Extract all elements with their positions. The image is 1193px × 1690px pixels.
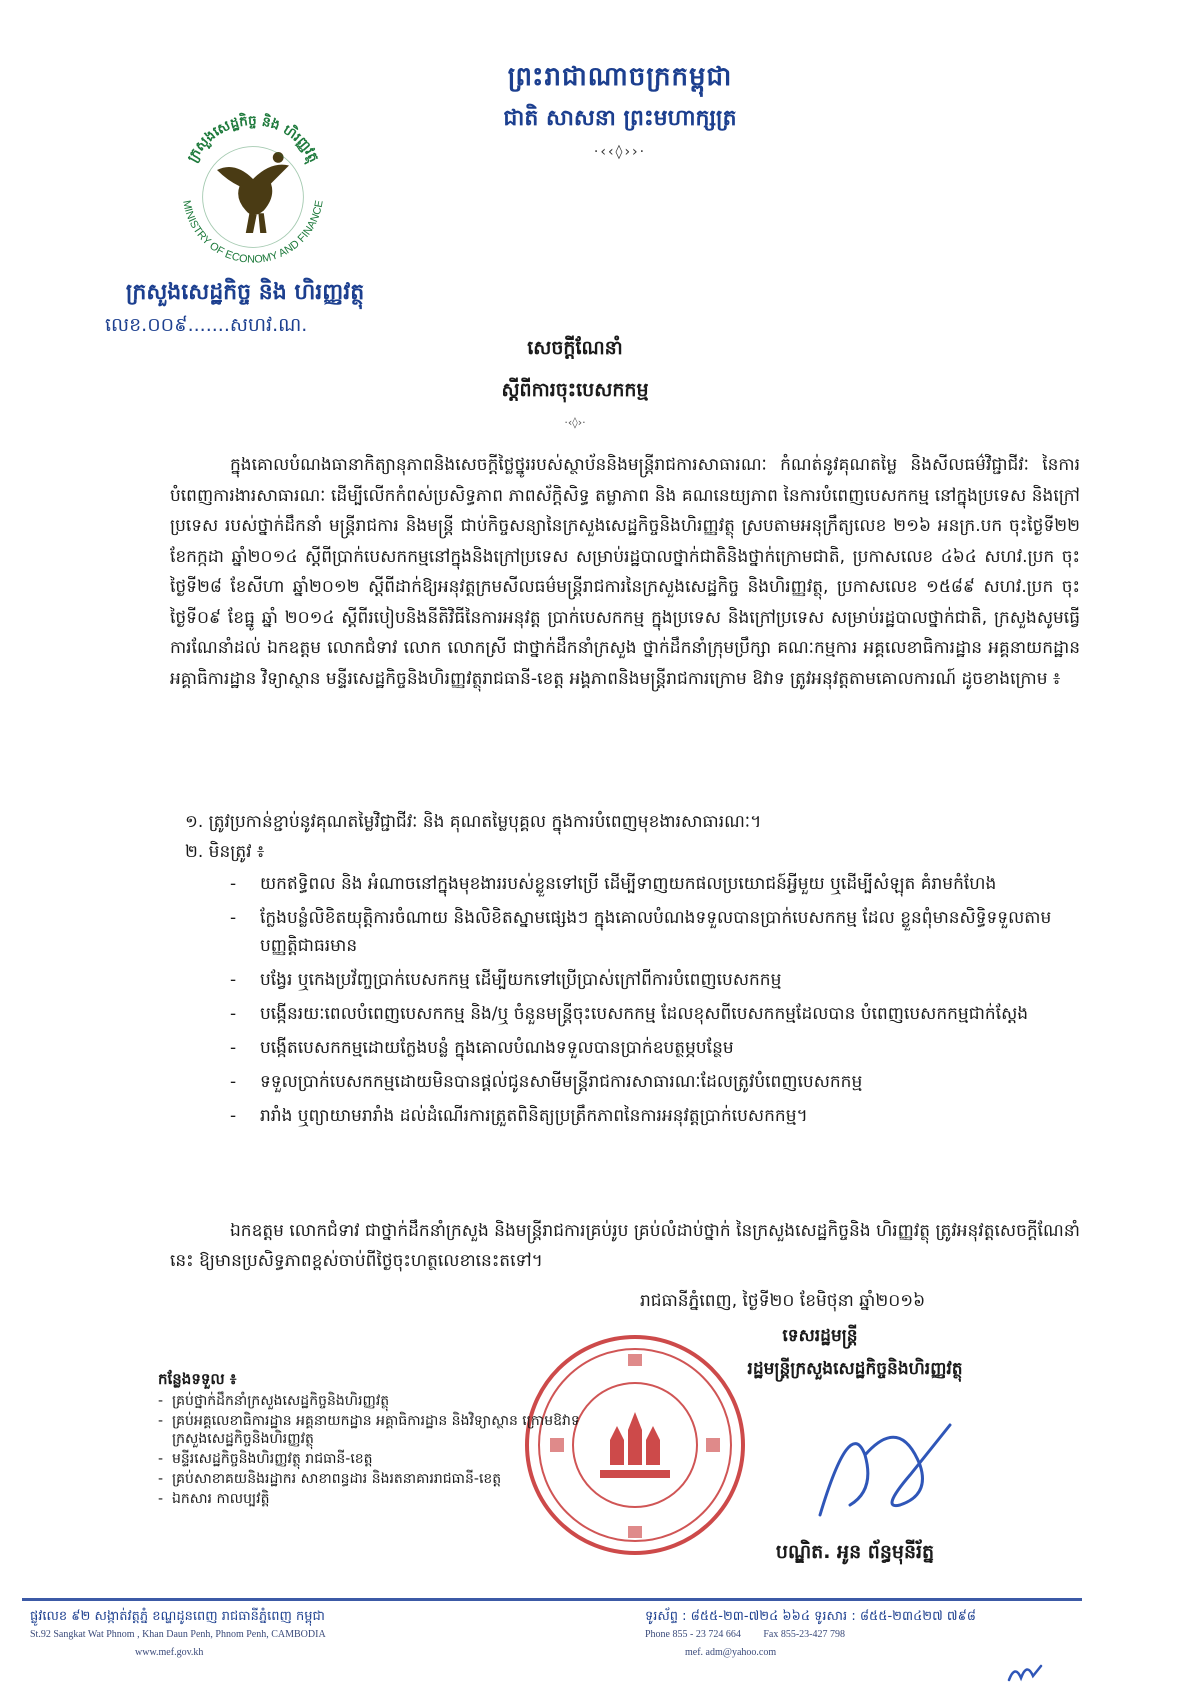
title-ornament: ·‹◊›· <box>564 416 586 429</box>
recipient-item: - គ្រប់អគ្គលេខាធិការដ្ឋាន អគ្គនាយកដ្ឋាន អគ្គាធិការដ្ឋាន និងវិទ្យាស្ថាន ក្រោមឱវាទក្រសួងសេដ្ឋកិច្ចនិងហិរញ្ញវត្ថុ <box>158 1412 588 1448</box>
prohibition-item: - ទទួលប្រាក់បេសកកម្មដោយមិនបានផ្តល់ជូនសាមីមន្ត្រីរាជការសាធារណៈដែលត្រូវបំពេញបេសកកម្ម <box>230 1068 1080 1096</box>
ministry-seal-logo <box>163 98 343 278</box>
prohibition-list <box>230 870 1080 1130</box>
recipients-list <box>158 1392 588 1508</box>
guideline-points <box>185 808 1080 1136</box>
place-and-date: រាជធានីភ្នំពេញ, ថ្ងៃទី២០ ខែមិថុនា ឆ្នាំ២០១៦ <box>640 1291 926 1311</box>
national-motto: ជាតិ សាសនា ព្រះមហាក្សត្រ <box>503 106 737 131</box>
footer-divider <box>22 1598 1082 1601</box>
closing-paragraph: ឯកឧត្តម លោកជំទាវ ជាថ្នាក់ដឹកនាំក្រសួង និងមន្ត្រីរាជការគ្រប់រូប គ្រប់លំដាប់ថ្នាក់ នៃក្រសួងសេដ្ឋកិច្ចនិង ហិរញ្ញវត្ថុ ត្រូវអនុវត្តសេចក្តីណែនាំនេះ ឱ្យមានប្រសិទ្ធភាពខ្ពស់ចាប់ពីថ្ងៃចុះហត្ថលេខានេះតទៅ។ <box>170 1221 1080 1271</box>
email-link[interactable]: mef. adm@yahoo.com <box>685 1647 777 1658</box>
address-english: St.92 Sangkat Wat Phnom , Khan Daun Penh, Phnom Penh, CAMBODIA <box>30 1629 326 1640</box>
recipients-block <box>158 1370 588 1510</box>
prohibition-item: - ក្លែងបន្លំលិខិតយុត្តិការចំណាយ និងលិខិតស្នាមផ្សេងៗ ក្នុងគោលបំណងទទួលបានប្រាក់បេសកកម្ម ដែល ខ្លួនពុំមានសិទ្ធិទទួលតាមបញ្ញត្តិជាធរមាន <box>230 904 1080 960</box>
recipient-item: - មន្ទីរសេដ្ឋកិច្ចនិងហិរញ្ញវត្ថុ រាជធានី-ខេត្ត <box>158 1450 588 1468</box>
footer-contact <box>645 1608 1085 1662</box>
document-subject: ស្តីពីការចុះបេសកកម្ម <box>501 379 649 401</box>
phone-fax-khmer: ទូរស័ព្ទ : ៨៥៥-២៣-៧២៤ ៦៦៤ ទូរសារ : ៨៥៥-២៣៤២៧ ៧៩៨ <box>645 1609 976 1624</box>
phone-fax-english <box>645 1626 1085 1644</box>
prohibition-item: - យកឥទ្ធិពល និង អំណាចនៅក្នុងមុខងាររបស់ខ្លួនទៅប្រើ ដើម្បីទាញយកផលប្រយោជន៍អ្វីមួយ ឬដើម្បីសំឡុត គំរាមកំហែង <box>230 870 1080 898</box>
handwritten-signature-icon <box>790 1395 970 1535</box>
svg-text:MINISTRY OF ECONOMY AND FINANC: MINISTRY OF ECONOMY AND FINANCE <box>180 199 326 266</box>
rooster-emblem-icon <box>217 152 289 233</box>
signer-office: រដ្ឋមន្ត្រីក្រសួងសេដ្ឋកិច្ចនិងហិរញ្ញវត្ថុ <box>747 1359 963 1379</box>
recipients-heading: កន្លែងទទួល ៖ <box>158 1370 237 1388</box>
website-link[interactable]: www.mef.gov.kh <box>135 1647 204 1658</box>
kingdom-header <box>420 60 820 160</box>
document-type: សេចក្តីណែនាំ <box>527 337 623 359</box>
phone-number: Phone 855 - 23 724 664 <box>645 1629 741 1640</box>
fax-number: Fax 855-23-427 798 <box>763 1629 846 1640</box>
prohibition-item: - បង្កើតបេសកកម្មដោយក្លែងបន្លំ ក្នុងគោលបំណងទទួលបានប្រាក់ឧបត្ថម្ភបន្ថែម <box>230 1034 1080 1062</box>
recipient-item: - គ្រប់ថ្នាក់ដឹកនាំក្រសួងសេដ្ឋកិច្ចនិងហិរញ្ញវត្ថុ <box>158 1392 588 1410</box>
recipient-item: - គ្រប់សាខាគយនិងរដ្ឋាករ សាខាពន្ធដារ និងរតនាគាររាជធានី-ខេត្ត <box>158 1470 588 1488</box>
recipient-item: - ឯកសារ កាលប្បវត្តិ <box>158 1490 588 1508</box>
point-1: ១. ត្រូវប្រកាន់ខ្ជាប់នូវគុណតម្លៃវិជ្ជាជីវៈ និង គុណតម្លៃបុគ្គល ក្នុងការបំពេញមុខងារសាធារណៈ។ <box>185 812 762 832</box>
header-ornament: ·‹‹◊››· <box>593 144 647 160</box>
initials-mark-icon <box>1005 1660 1045 1684</box>
ministry-name: ក្រសួងសេដ្ឋកិច្ច និង ហិរញ្ញវត្ថុ <box>125 280 365 305</box>
svg-text:ក្រសួងសេដ្ឋកិច្ច និង ហិរញ្ញវត្: ក្រសួងសេដ្ឋកិច្ច និង ហិរញ្ញវត្ថុ <box>184 112 322 165</box>
prohibition-item: - បង្កើនរយៈពេលបំពេញបេសកកម្ម និង/ឬ ចំនួនមន្ត្រីចុះបេសកកម្ម ដែលខុសពីបេសកកម្មដែលបាន បំពេញបេសកកម្មជាក់ស្តែង <box>230 1000 1080 1028</box>
point-2: ២. មិនត្រូវ ៖ <box>185 842 265 862</box>
prohibition-item: - បង្វែរ ឬកេងប្រវ័ញ្ចប្រាក់បេសកកម្ម ដើម្បីយកទៅប្រើប្រាស់ក្រៅពីការបំពេញបេសកកម្ម <box>230 966 1080 994</box>
document-title <box>400 336 750 429</box>
address-khmer: ផ្លូវលេខ ៩២ សង្កាត់វត្តភ្នំ ខណ្ឌដូនពេញ រាជធានីភ្នំពេញ កម្ពុជា <box>30 1609 325 1624</box>
kingdom-name: ព្រះរាជាណាចក្រកម្ពុជា <box>507 62 733 92</box>
reference-number: លេខ.០០៩.......សហវ.ណ. <box>105 314 308 336</box>
signer-title: ទេសរដ្ឋមន្ត្រី <box>782 1326 858 1346</box>
signer-name: បណ្ឌិត. អូន ព័ន្ធមុនីរ័ត្ន <box>775 1541 935 1563</box>
intro-paragraph: ក្នុងគោលបំណងធានាកិត្យានុភាពនិងសេចក្តីថ្លៃថ្នូររបស់ស្ថាប័ននិងមន្ត្រីរាជការសាធារណៈ កំណត់នូវគុណតម្លៃ និងសីលធម៌វិជ្ជាជីវៈ នៃការបំពេញការងារសាធារណៈ ដើម្បីលើកកំពស់ប្រសិទ្ធភាព ភាពស័ក្តិសិទ្ធ តម្លាភាព និង គណនេយ្យភាព នៃការបំពេញបេសកកម្ម នៅក្នុងប្រទេស និងក្រៅប្រទេស របស់ថ្នាក់ដឹកនាំ មន្ត្រីរាជការ និងមន្ត្រី ជាប់កិច្ចសន្យានៃក្រសួងសេដ្ឋកិច្ចនិងហិរញ្ញវត្ថុ ស្របតាមអនុក្រឹត្យលេខ ២១៦ អនក្រ.បក ចុះថ្ងៃទី២២ ខែកក្កដា ឆ្នាំ២០១៤ ស្តីពីប្រាក់បេសកកម្មនៅក្នុងនិងក្រៅប្រទេស សម្រាប់រដ្ឋបាលថ្នាក់ជាតិនិងថ្នាក់ក្រោមជាតិ, ប្រកាសលេខ ៤៦៤ សហវ.ប្រក ចុះថ្ងៃទី២៨ ខែសីហា ឆ្នាំ២០១២ ស្តីពីដាក់ឱ្យអនុវត្តក្រមសីលធម៌មន្ត្រីរាជការនៃក្រសួងសេដ្ឋកិច្ច និងហិរញ្ញវត្ថុ, ប្រកាសលេខ ១៥៨៩ សហវ.ប្រក ចុះថ្ងៃទី០៩ ខែធ្នូ ឆ្នាំ ២០១៤ ស្តីពីរបៀបនិងនីតិវិធីនៃការអនុវត្ត ប្រាក់បេសកកម្ម ក្នុងប្រទេស និងក្រៅប្រទេស សម្រាប់រដ្ឋបាលថ្នាក់ជាតិ, ក្រសួងសូមធ្វើការណែនាំដល់ ឯកឧត្តម លោកជំទាវ លោក លោកស្រី ជាថ្នាក់ដឹកនាំក្រសួង ថ្នាក់ដឹកនាំក្រុមប្រឹក្សា គណៈកម្មការ អគ្គលេខាធិការដ្ឋាន អគ្គនាយកដ្ឋាន អគ្គាធិការដ្ឋាន វិទ្យាស្ថាន មន្ទីរសេដ្ឋកិច្ចនិងហិរញ្ញវត្ថុរាជធានី-ខេត្ត អង្គភាពនិងមន្ត្រីរាជការក្រោម ឱវាទ ត្រូវអនុវត្តតាមគោលការណ៍ ដូចខាងក្រោម ៖ <box>170 455 1080 689</box>
footer-address <box>30 1608 530 1662</box>
prohibition-item: - រារាំង ឬព្យាយាមរារាំង ដល់ដំណើរការត្រួតពិនិត្យប្រត្រឹកភាពនៃការអនុវត្តប្រាក់បេសកកម្ម។ <box>230 1102 1080 1130</box>
